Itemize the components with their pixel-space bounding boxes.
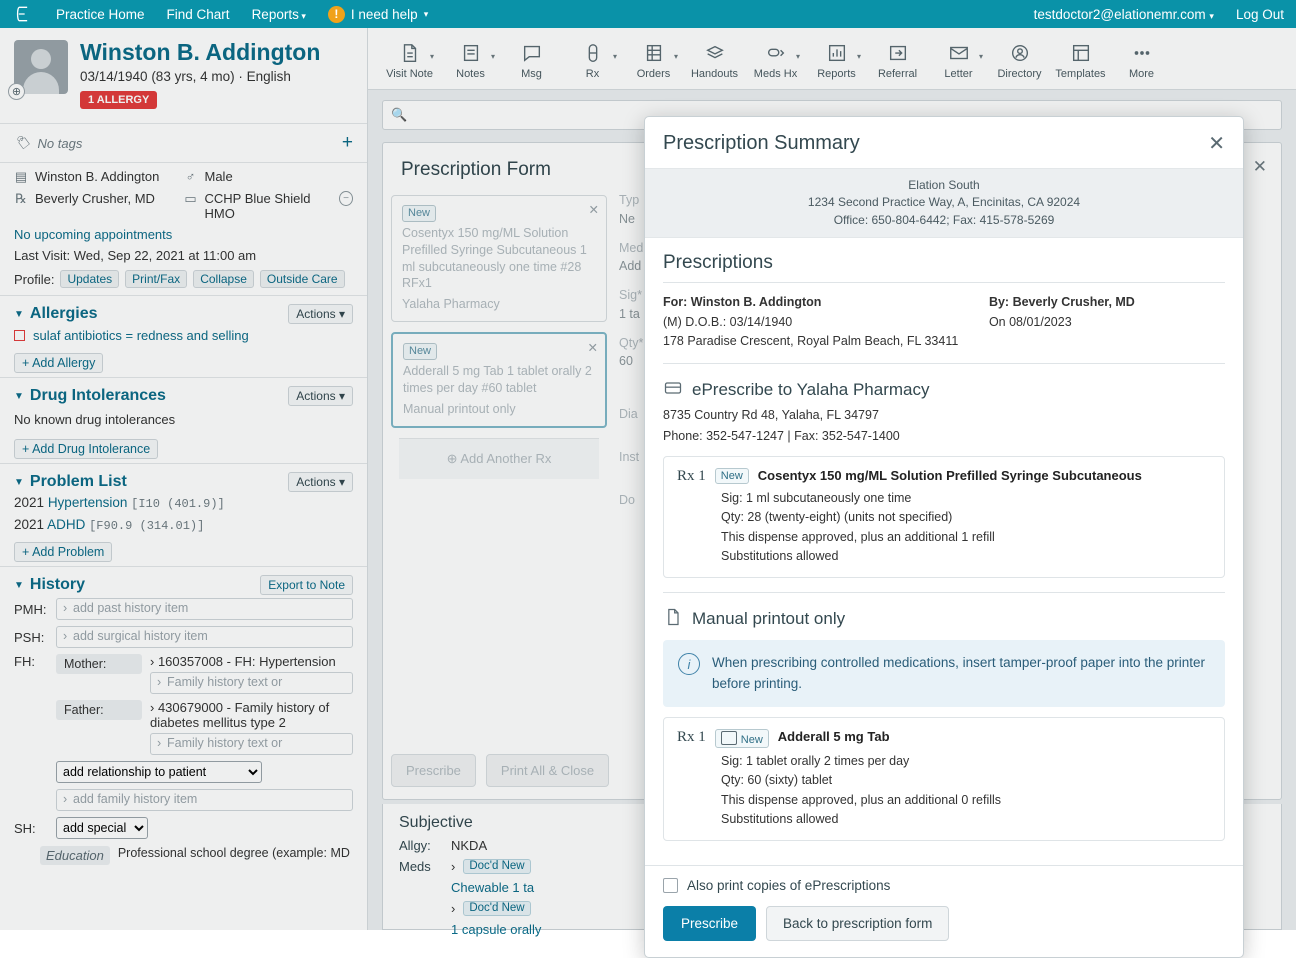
pmh-label: PMH: [14,601,47,617]
diagnosis-field-label: Dia [619,407,638,421]
printer-document-icon [663,607,683,630]
qty-field-label: Qty* [619,335,644,350]
collapse-triangle-icon[interactable]: ▼ [14,579,24,591]
collapse-triangle-icon[interactable]: ▼ [14,476,24,488]
rx-qty: Qty: 60 (sixty) tablet [721,773,833,788]
add-allergy-button[interactable]: + Add Allergy [14,353,103,373]
allergy-label: sulaf antibiotics = redness and selling [33,328,249,344]
problem-code: [I10 (401.9)] [131,497,225,512]
toolbar-letter[interactable]: Letter ▾ [929,38,988,80]
med-field-value[interactable]: Add [619,259,642,274]
problem-year: 2021 [14,495,45,511]
pharmacy-phone: Phone: 352-547-1247 | Fax: 352-547-1400 [663,429,900,444]
upcoming-appointments: No upcoming appointments [14,227,173,243]
insurance-card-icon: ▭ [184,191,197,207]
patient-dob: 03/14/1940 (83 yrs, 4 mo) · English [80,69,291,85]
type-field-label: Typ [619,193,640,207]
sig-field-label: Sig* [619,288,642,302]
fh-mother-tag[interactable]: Mother: [56,654,142,674]
remove-rx-icon[interactable]: ✕ [587,341,598,356]
eprescribe-section [663,378,1225,578]
manual-printout-section [663,607,1225,841]
type-field-value[interactable]: Ne [619,211,635,226]
prescription-meta [663,293,1225,351]
chevron-down-icon: ▾ [423,8,429,19]
add-problem-button[interactable]: + Add Problem [14,542,112,562]
toolbar-orders[interactable]: Orders ▾ [624,38,683,80]
nav-practice-home[interactable]: Practice Home [56,6,145,22]
print-all-close-button[interactable]: Print All & Close [486,754,609,787]
page-title: Winston B. Addington [80,39,321,65]
close-icon[interactable]: ✕ [1252,157,1267,176]
nav-logout[interactable]: Log Out [1235,6,1284,22]
tag-icon: 🏷 [14,135,31,151]
pmh-input[interactable]: › add past history item [56,598,353,620]
allergies-title: Allergies [29,305,98,323]
fh-father-input[interactable]: › Family history text or [150,733,353,755]
toolbar-templates[interactable]: Templates [1051,38,1110,80]
note-allergy-value: NKDA [451,838,488,853]
toolbar-reports[interactable]: Reports ▾ [807,38,866,80]
practice-name: Elation South [908,178,980,192]
prescribe-button[interactable]: Prescribe [663,906,756,941]
problem-code: [F90.9 (314.01)] [89,519,205,534]
controlled-medication-notice [663,640,1225,707]
nav-account-menu[interactable]: testdoctor2@elationemr.com ▾ [1033,6,1214,22]
fh-father-tag[interactable]: Father: [56,700,142,720]
toolbar-directory[interactable]: Directory [990,38,1049,80]
eprescribe-title: ePrescribe to Yalaha Pharmacy [692,379,930,399]
toolbar-more[interactable]: More [1112,38,1171,80]
add-drug-intolerance-button[interactable]: + Add Drug Intolerance [14,439,158,459]
problem-actions-button[interactable]: Actions ▾ [288,472,353,492]
controlled-medication-text: When prescribing controlled medications, insert tamper-proof paper into the printer before printing. [712,655,1205,691]
stethoscope-icon: ℞ [15,191,27,207]
controlled-substance-icon [721,731,737,745]
rx-card-badge: New [403,343,437,360]
prescribe-button[interactable]: Prescribe [391,754,476,787]
modal-footer [645,865,1243,957]
fh-label: FH: [14,654,35,670]
toolbar-referral[interactable]: Referral [868,38,927,80]
rx-card-pharmacy: Yalaha Pharmacy [402,297,500,312]
intolerances-title: Drug Intolerances [29,387,166,405]
sh-label: SH: [14,820,36,836]
problem-list-title: Problem List [29,473,127,491]
globe-icon: ⊕ [8,83,25,100]
problem-year: 2021 [14,517,45,533]
education-label: Education [40,846,110,865]
profile-updates-link[interactable]: Updates [60,270,119,288]
last-visit: Last Visit: Wed, Sep 22, 2021 at 11:00 am [14,248,257,264]
top-navigation-bar [0,0,1296,28]
print-copies-checkbox[interactable] [663,878,678,893]
rx-sig: Sig: 1 tablet orally 2 times per day [721,753,910,768]
gender-icon: ♂ [185,169,196,185]
patient-sex: Male [204,169,233,185]
prescription-date: On 08/01/2023 [988,314,1072,329]
chevron-down-icon[interactable]: ▾ [429,51,434,61]
rx-card-text: Cosentyx 150 mg/ML Solution Prefilled Syringe Subcutaneous 1 ml subcutaneously one time #28 RFx1 [402,225,587,291]
prescription-form-title: Prescription Form [401,159,551,180]
print-copies-row[interactable] [663,878,1225,893]
practice-info [645,168,1243,238]
export-to-note-button[interactable]: Export to Note [260,575,353,595]
rx-number-label: Rx 1 [677,728,706,745]
rx-refills: This dispense approved, plus an additional 1 refill [721,529,995,544]
exclamation-icon: ! [328,6,345,23]
patient-insurance: CCHP Blue Shield HMO [204,191,311,222]
rx-qty: Qty: 28 (twenty-eight) (units not specified) [721,510,953,525]
toolbar-meds-hx[interactable]: Meds Hx ▾ [746,38,805,80]
search-icon: 🔍 [391,107,408,122]
rx-new-badge: New [715,468,749,484]
close-icon[interactable]: ✕ [1208,133,1225,155]
docd-new-badge[interactable]: Doc'd New [463,859,530,874]
toolbar-notes[interactable]: Notes ▾ [441,38,500,80]
fh-mother-input[interactable]: › Family history text or [150,672,353,694]
rx-substitutions: Substitutions allowed [721,548,839,563]
problem-name[interactable]: Hypertension [47,495,128,511]
history-title: History [29,576,86,594]
toolbar-handouts[interactable]: Handouts [685,38,744,80]
plus-circle-icon: ⊕ [446,450,461,466]
education-value: Professional school degree (example: MD [117,846,350,861]
fh-mother-item[interactable]: › 160357008 - FH: Hypertension [150,654,336,670]
profile-collapse-link[interactable]: Collapse [193,270,254,288]
prescription-summary-modal [644,116,1244,958]
rx-substitutions: Substitutions allowed [721,811,839,826]
allergy-badge[interactable]: 1 ALLERGY [80,91,157,109]
chevron-down-icon[interactable]: ▾ [856,51,861,61]
qty-field-value[interactable]: 60 [619,354,633,369]
fh-father-item[interactable]: › 430679000 - Family history of diabetes mellitus type 2 [150,700,330,731]
id-card-icon: ▤ [14,169,28,185]
psh-label: PSH: [14,629,45,645]
note-allergy-label: Allgy: [399,838,431,853]
chevron-down-icon[interactable]: ▾ [612,51,617,61]
tags-placeholder: No tags [37,135,83,151]
toolbar-msg[interactable]: Msg [502,38,561,80]
back-to-prescription-form-button[interactable]: Back to prescription form [766,906,949,941]
profile-label: Profile: [14,271,55,287]
modal-header [645,117,1243,168]
chevron-down-icon[interactable]: ▾ [978,51,983,61]
remove-rx-icon[interactable]: ✕ [588,203,599,217]
prescriber-line: By: Beverly Crusher, MD [988,295,1135,310]
rx-sig: Sig: 1 ml subcutaneously one time [721,490,912,505]
rx-refills: This dispense approved, plus an additional 0 refills [721,792,1002,807]
chevron-down-icon: ▾ [298,10,306,21]
add-tag-icon[interactable]: + [341,132,353,154]
print-copies-label: Also print copies of ePrescriptions [687,878,891,893]
rx-card-badge: New [402,205,436,222]
eprescribe-icon [663,378,683,401]
modal-body [645,238,1243,865]
rx-medication-name: Cosentyx 150 mg/ML Solution Prefilled Syringe Subcutaneous [757,467,1142,483]
info-icon: i [678,653,700,675]
prescriptions-heading: Prescriptions [663,252,773,274]
nav-reports[interactable]: Reports ▾ [251,6,306,22]
nav-find-chart[interactable]: Find Chart [166,6,230,22]
nav-need-help[interactable]: ! I need help ▾ [328,6,428,23]
problem-name[interactable]: ADHD [47,517,86,533]
note-meds-row-2: › Doc'd New [399,901,1265,916]
allergies-actions-button[interactable]: Actions ▾ [288,304,353,324]
rx-medication-name: Adderall 5 mg Tab [777,728,890,744]
toolbar-visit-note[interactable]: Visit Note ▾ [380,38,439,80]
practice-address: 1234 Second Practice Way, A, Encinitas, CA 92024 [807,195,1081,210]
note-section-title: Subjective [399,814,473,831]
modal-title: Prescription Summary [663,132,860,154]
rx-detail-box [663,717,1225,842]
note-meds-row: Meds › Doc'd New [399,859,1265,874]
manual-printout-title: Manual printout only [692,608,846,628]
chevron-down-icon[interactable]: ▾ [490,51,495,61]
sig-field-value[interactable]: 1 ta [619,306,640,321]
remove-insurance-icon[interactable]: − [339,191,353,206]
chevron-down-icon: ▾ [1209,10,1214,21]
profile-outside-care-link[interactable]: Outside Care [260,270,345,288]
rx-number-label: Rx 1 [677,467,706,484]
collapse-triangle-icon[interactable]: ▼ [14,308,24,320]
patient-for-line: For: Winston B. Addington [663,295,822,310]
profile-printfax-link[interactable]: Print/Fax [125,270,187,288]
psh-input[interactable]: › add surgical history item [56,626,353,648]
patient-address-line: 178 Paradise Crescent, Royal Palm Beach, FL 33411 [663,333,959,348]
chevron-down-icon[interactable]: ▾ [673,51,678,61]
pharmacy-address: 8735 Country Rd 48, Yalaha, FL 34797 [663,408,879,423]
intolerances-actions-button[interactable]: Actions ▾ [288,386,353,406]
toolbar-rx[interactable]: Rx ▾ [563,38,622,80]
intolerances-empty: No known drug intolerances [14,412,176,428]
note-med-line-2: 1 capsule orally [451,922,542,937]
rx-card-text: Adderall 5 mg Tab 1 tablet orally 2 times per day #60 tablet [403,364,592,395]
chevron-down-icon[interactable]: ▾ [795,51,800,61]
family-history-input[interactable]: › add family history item [56,789,353,811]
patient-provider: Beverly Crusher, MD [35,191,155,207]
docd-new-badge[interactable]: Doc'd New [463,901,530,916]
instructions-field-label: Inst [619,449,640,464]
note-meds-label: Meds [399,859,431,874]
rx-card-pharmacy: Manual printout only [403,401,516,416]
rx-detail-box [663,456,1225,579]
do-field-label: Do [619,492,635,507]
elation-logo-icon[interactable] [12,3,34,25]
practice-contact: Office: 650-804-6442; Fax: 415-578-5269 [833,212,1055,227]
note-med-line-1: Chewable 1 ta [451,880,535,895]
patient-legal-name: Winston B. Addington [35,169,160,185]
rx-new-badge: New [715,729,769,748]
add-another-rx-button[interactable]: ⊕ Add Another Rx [399,438,599,479]
collapse-triangle-icon[interactable]: ▼ [14,390,24,402]
patient-dob-line: (M) D.O.B.: 03/14/1940 [663,314,793,329]
med-field-label: Med [619,240,644,255]
